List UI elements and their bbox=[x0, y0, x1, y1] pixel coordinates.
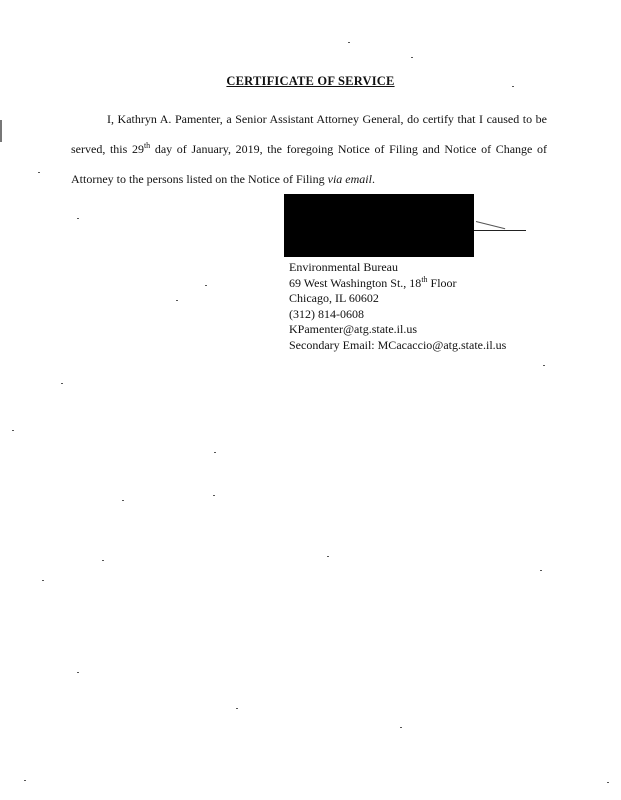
scan-speck bbox=[607, 782, 609, 783]
scan-speck bbox=[61, 383, 63, 384]
city-state-zip: Chicago, IL 60602 bbox=[289, 291, 379, 305]
scan-speck bbox=[236, 708, 238, 709]
scan-speck bbox=[512, 86, 514, 87]
scan-speck bbox=[214, 452, 216, 453]
paragraph-text-1: I, Kathryn A. Pamenter, a Senior Assistant Attorney General, do certify that I caused to be served, this 29 bbox=[71, 112, 547, 156]
scan-speck bbox=[213, 495, 215, 496]
scan-speck bbox=[327, 556, 329, 557]
street-floor-word: Floor bbox=[427, 275, 457, 290]
scan-speck bbox=[24, 780, 26, 781]
scan-margin-mark bbox=[0, 120, 2, 142]
street-address-text: 69 West Washington St., 18 bbox=[289, 275, 422, 290]
scan-speck bbox=[205, 285, 207, 286]
document-title: CERTIFICATE OF SERVICE bbox=[226, 74, 395, 88]
primary-email: KPamenter@atg.state.il.us bbox=[289, 322, 418, 336]
signature-line bbox=[474, 230, 526, 231]
scan-speck bbox=[42, 580, 44, 581]
scan-speck bbox=[348, 42, 350, 43]
paragraph-text-3: . bbox=[371, 172, 375, 186]
scan-speck bbox=[122, 500, 124, 501]
redacted-signature bbox=[284, 194, 474, 257]
secondary-email: Secondary Email: MCacaccio@atg.state.il.us bbox=[289, 337, 507, 352]
paragraph-emphasis: via email bbox=[327, 172, 372, 186]
scan-speck bbox=[543, 365, 545, 366]
scan-speck bbox=[176, 300, 178, 301]
scan-speck bbox=[77, 672, 79, 673]
phone-number: (312) 814-0608 bbox=[289, 306, 364, 321]
paragraph-text-2: day of January, 2019, the foregoing Notice of Filing and Notice of Change of Attorney to the persons listed on the Notice of Filing bbox=[71, 142, 548, 186]
scan-speck bbox=[540, 570, 542, 571]
paragraph-ordinal-suffix: th bbox=[143, 141, 151, 150]
scan-speck bbox=[77, 218, 79, 219]
bureau-name: Environmental Bureau bbox=[289, 260, 398, 274]
scan-speck bbox=[411, 57, 413, 58]
scan-speck bbox=[38, 172, 40, 173]
street-address bbox=[289, 276, 506, 292]
signature-block bbox=[289, 260, 506, 353]
signature-stroke bbox=[476, 221, 505, 229]
scan-speck bbox=[102, 560, 104, 561]
scan-speck bbox=[400, 727, 402, 728]
scan-speck bbox=[12, 430, 14, 431]
street-floor-suffix: th bbox=[421, 274, 428, 284]
certificate-paragraph bbox=[71, 104, 547, 194]
